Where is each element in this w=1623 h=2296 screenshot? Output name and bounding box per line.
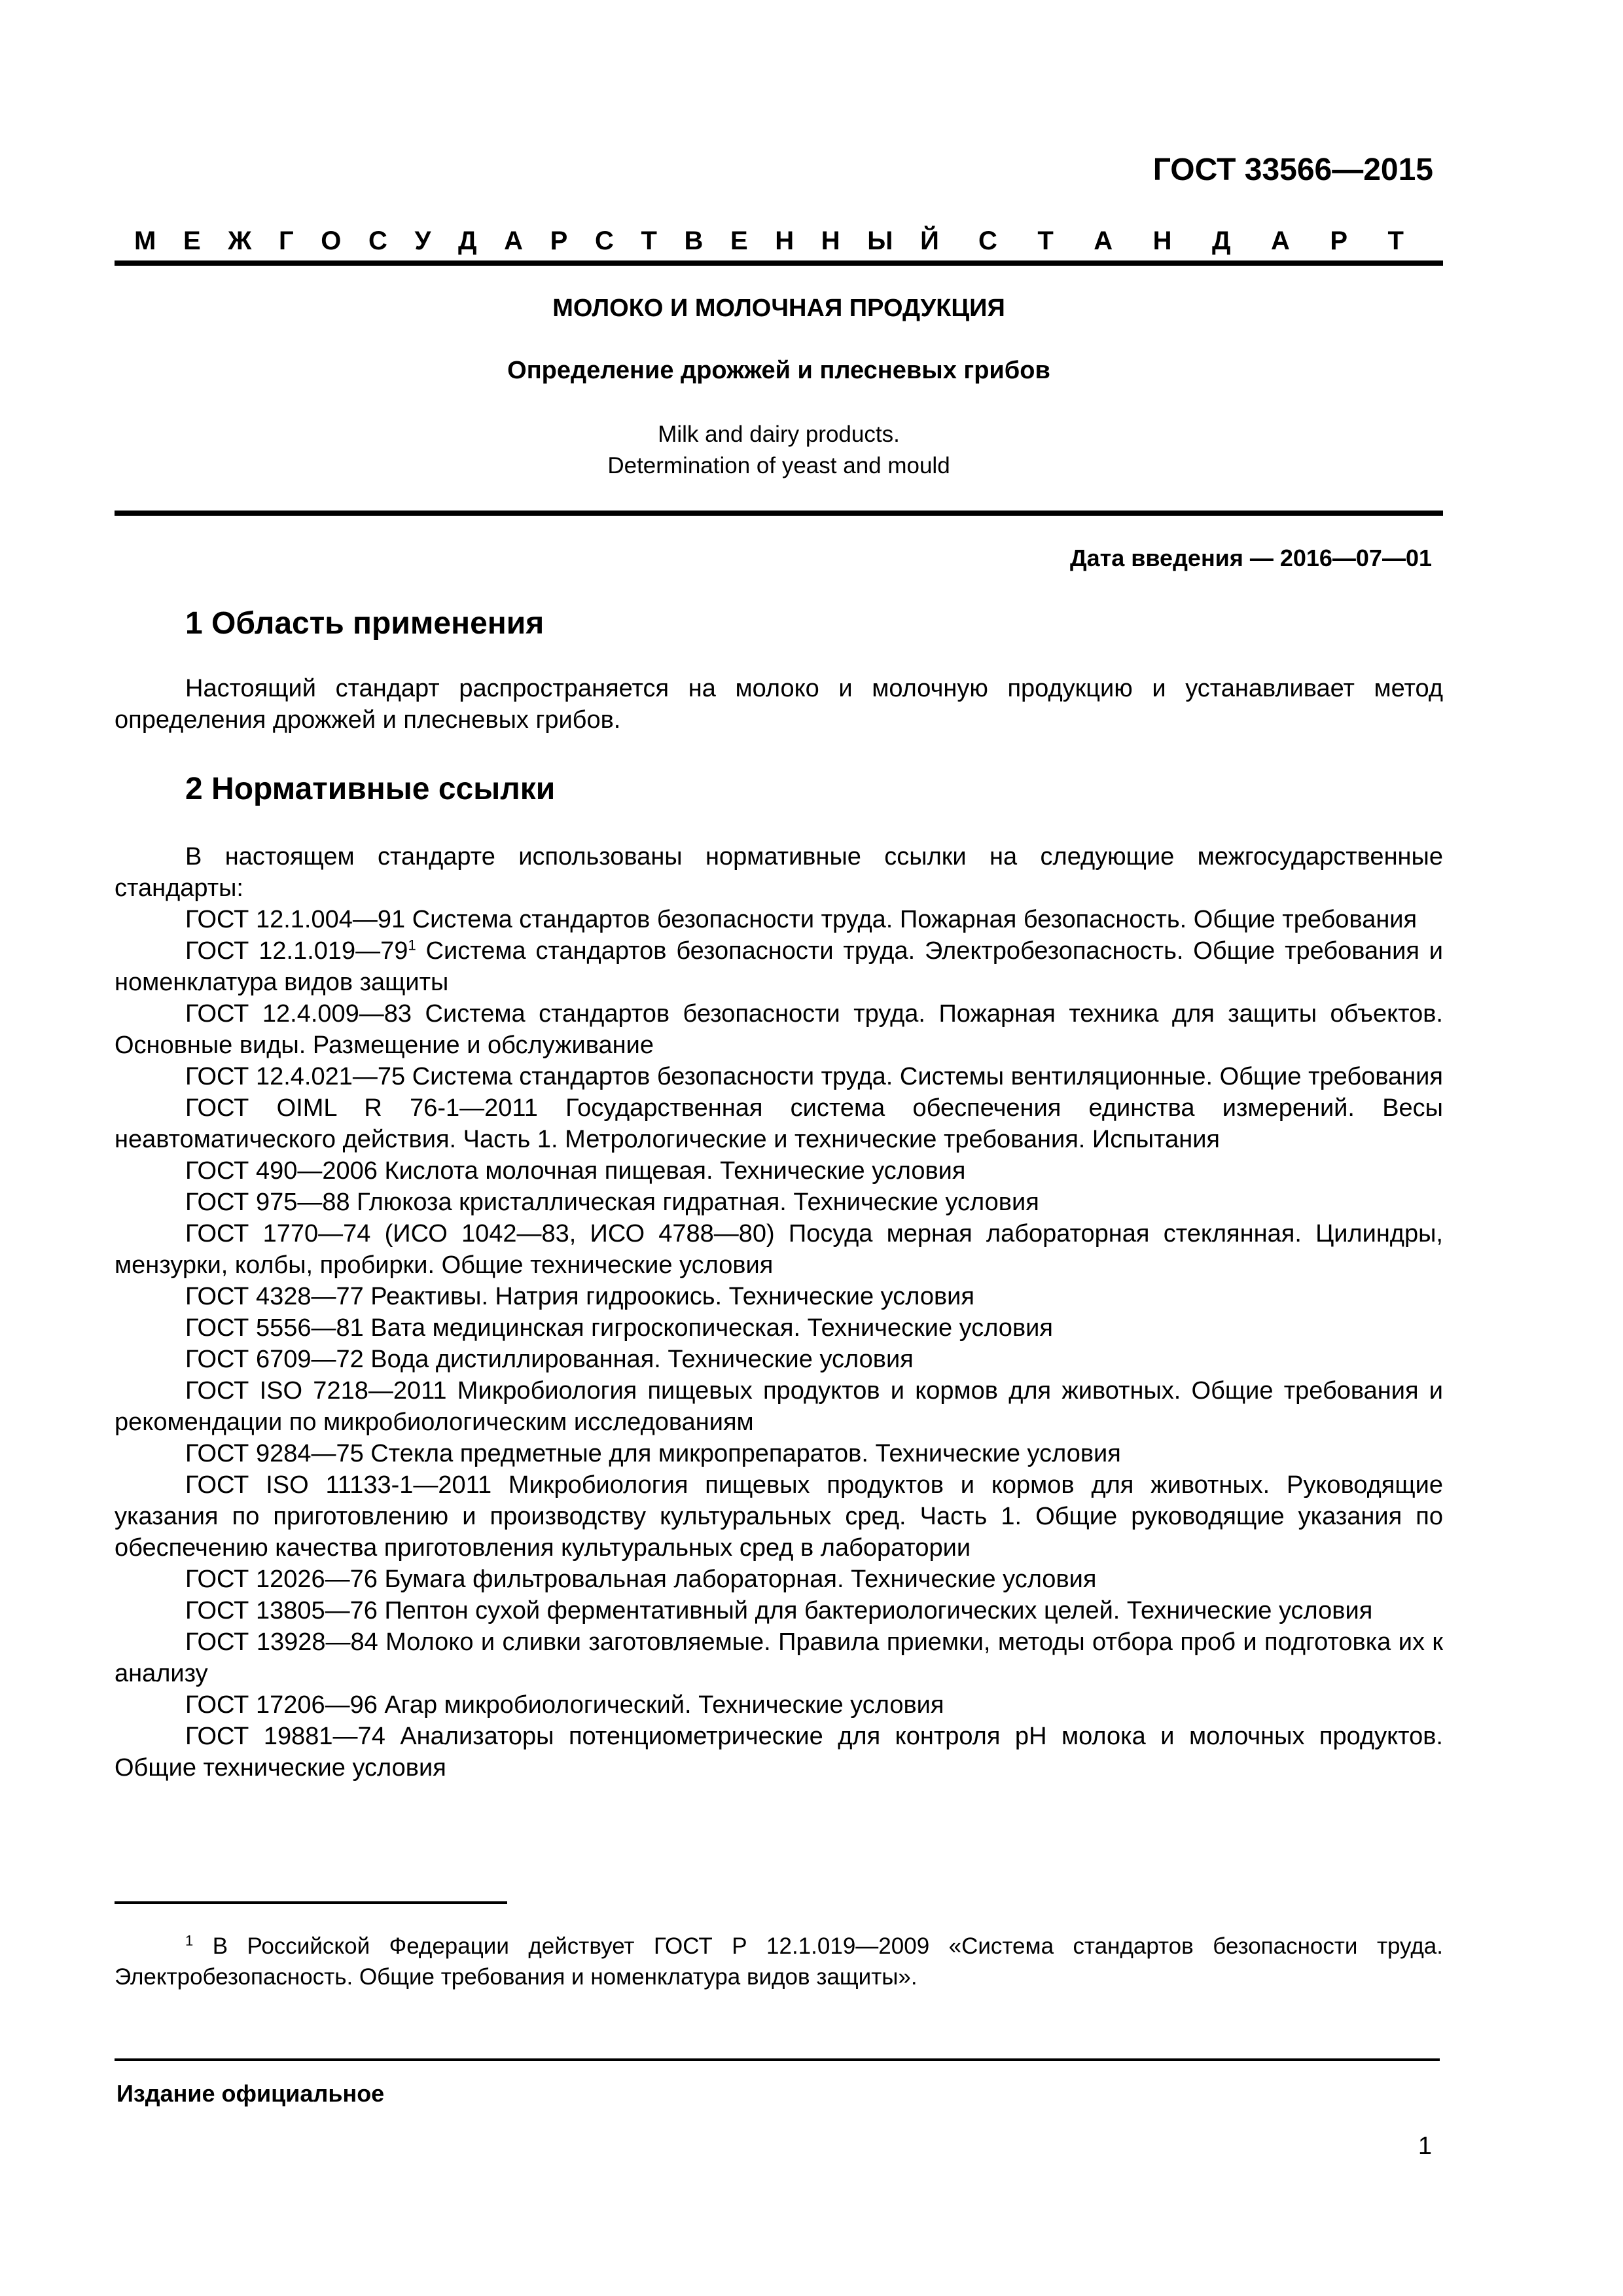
reference-item (115, 935, 1443, 998)
reference-title: Система стандартов безопасности труда. Электробезопасность. Общие требования и номенклатура видов защиты (115, 937, 1444, 996)
category-letter: А (1094, 226, 1113, 255)
section-1-heading: 1 Область применения (185, 606, 544, 641)
category-letter: Ж (228, 226, 252, 255)
english-title-line2: Determination of yeast and mould (607, 453, 950, 478)
reference-item: ГОСТ ISO 7218—2011 Микробиология пищевых продуктов и кормов для животных. Общие требования и рекомендации по микробиологическим исследованиям (115, 1377, 1443, 1436)
english-title (115, 419, 1443, 482)
category-letter: Н (775, 226, 794, 255)
category-letter: Е (730, 226, 748, 255)
standard-category (115, 221, 1443, 260)
category-letter: Ы (867, 226, 893, 255)
category-letter: А (504, 226, 524, 255)
references-list (115, 841, 1443, 1784)
page-number: 1 (1418, 2132, 1432, 2160)
category-letter: Н (1152, 226, 1172, 255)
footnote-text: В Российской Федерации действует ГОСТ Р 12.1.019—2009 «Система стандартов безопасности труда. Электробезопасность. Общие требования и номенклатура видов защиты». (115, 1933, 1443, 1990)
reference-item: ГОСТ 490—2006 Кислота молочная пищевая. Технические условия (185, 1157, 966, 1185)
reference-item: ГОСТ ISO 11133-1—2011 Микробиология пищевых продуктов и кормов для животных. Руководящие указания по приготовлению и производству культуральных сред. Часть 1. Общие руководящие указания по обеспечению качества приготовления культуральных сред в лаборатории (115, 1471, 1443, 1562)
reference-item: ГОСТ 12.1.004—91 Система стандартов безопасности труда. Пожарная безопасность. Общие требования (185, 906, 1418, 933)
footnote-ref-mark: 1 (408, 937, 416, 954)
category-letter: Т (1037, 226, 1054, 255)
category-letter: Д (1211, 226, 1231, 255)
document-subtitle: Определение дрожжей и плесневых грибов (507, 357, 1050, 384)
category-letter: Й (920, 226, 939, 255)
category-letter: С (978, 226, 997, 255)
category-letter: С (594, 226, 614, 255)
intro-date: Дата введения — 2016—07—01 (1069, 545, 1432, 571)
reference-item: ГОСТ 975—88 Глюкоза кристаллическая гидратная. Технические условия (185, 1189, 1039, 1216)
gost-number: ГОСТ 33566—2015 (1152, 152, 1433, 187)
reference-item: ГОСТ 1770—74 (ИСО 1042—83, ИСО 4788—80) Посуда мерная лабораторная стеклянная. Цилиндры, мензурки, колбы, пробирки. Общие технические условия (115, 1220, 1443, 1279)
category-letter: С (368, 226, 387, 255)
document-title: МОЛОКО И МОЛОЧНАЯ ПРОДУКЦИЯ (552, 295, 1005, 322)
reference-item: ГОСТ 4328—77 Реактивы. Натрия гидроокись. Технические условия (185, 1283, 974, 1310)
references-intro: В настоящем стандарте использованы нормативные ссылки на следующие межгосударственные стандарты: (115, 843, 1443, 902)
reference-item: ГОСТ 13805—76 Пептон сухой ферментативный для бактериологических целей. Технические условия (185, 1597, 1373, 1624)
category-letter: Р (1330, 226, 1347, 255)
category-letter: О (321, 226, 342, 255)
category-letter: У (414, 226, 431, 255)
reference-item: ГОСТ 5556—81 Вата медицинская гигроскопическая. Технические условия (185, 1314, 1053, 1342)
reference-item: ГОСТ 12.4.021—75 Система стандартов безопасности труда. Системы вентиляционные. Общие требования (185, 1063, 1443, 1090)
category-letter: Р (550, 226, 568, 255)
reference-code: ГОСТ 12.1.019—79 (185, 937, 408, 965)
reference-item: ГОСТ OIML R 76-1—2011 Государственная система обеспечения единства измерений. Весы неавтоматического действия. Часть 1. Метрологические и технические требования. Испытания (115, 1094, 1443, 1153)
english-title-line1: Milk and dairy products. (658, 422, 900, 447)
category-letter: Д (458, 226, 477, 255)
footnote-separator (115, 1901, 507, 1904)
official-edition: Издание официальное (116, 2080, 385, 2107)
footnote-mark: 1 (185, 1932, 194, 1949)
reference-item: ГОСТ 9284—75 Стекла предметные для микропрепаратов. Технические условия (185, 1440, 1121, 1467)
section-2-heading: 2 Нормативные ссылки (185, 772, 556, 806)
category-letter: Г (279, 226, 294, 255)
reference-item: ГОСТ 13928—84 Молоко и сливки заготовляемые. Правила приемки, методы отбора проб и подготовка их к анализу (115, 1628, 1443, 1687)
category-word-interstate (115, 226, 959, 256)
category-letter: А (1270, 226, 1290, 255)
footer-rule (115, 2058, 1440, 2061)
reference-item: ГОСТ 6709—72 Вода дистиллированная. Технические условия (185, 1346, 914, 1373)
category-letter: В (684, 226, 704, 255)
category-letter: Т (641, 226, 657, 255)
category-word-standard (959, 226, 1443, 256)
category-letter: Е (183, 226, 201, 255)
reference-item: ГОСТ 19881—74 Анализаторы потенциометрические для контроля pH молока и молочных продуктов. Общие технические условия (115, 1723, 1443, 1782)
header-rule (115, 260, 1443, 266)
reference-item: ГОСТ 17206—96 Агар микробиологический. Технические условия (185, 1691, 944, 1719)
section-1-text: Настоящий стандарт распространяется на молоко и молочную продукцию и устанавливает метод определения дрожжей и плесневых грибов. (115, 675, 1443, 734)
category-letter: Т (1387, 226, 1404, 255)
footnote (115, 1931, 1443, 1992)
category-letter: М (134, 226, 156, 255)
reference-item: ГОСТ 12.4.009—83 Система стандартов безопасности труда. Пожарная техника для защиты объектов. Основные виды. Размещение и обслуживание (115, 1000, 1443, 1059)
category-letter: Н (821, 226, 840, 255)
title-rule (115, 511, 1443, 516)
reference-item: ГОСТ 12026—76 Бумага фильтровальная лабораторная. Технические условия (185, 1566, 1097, 1593)
